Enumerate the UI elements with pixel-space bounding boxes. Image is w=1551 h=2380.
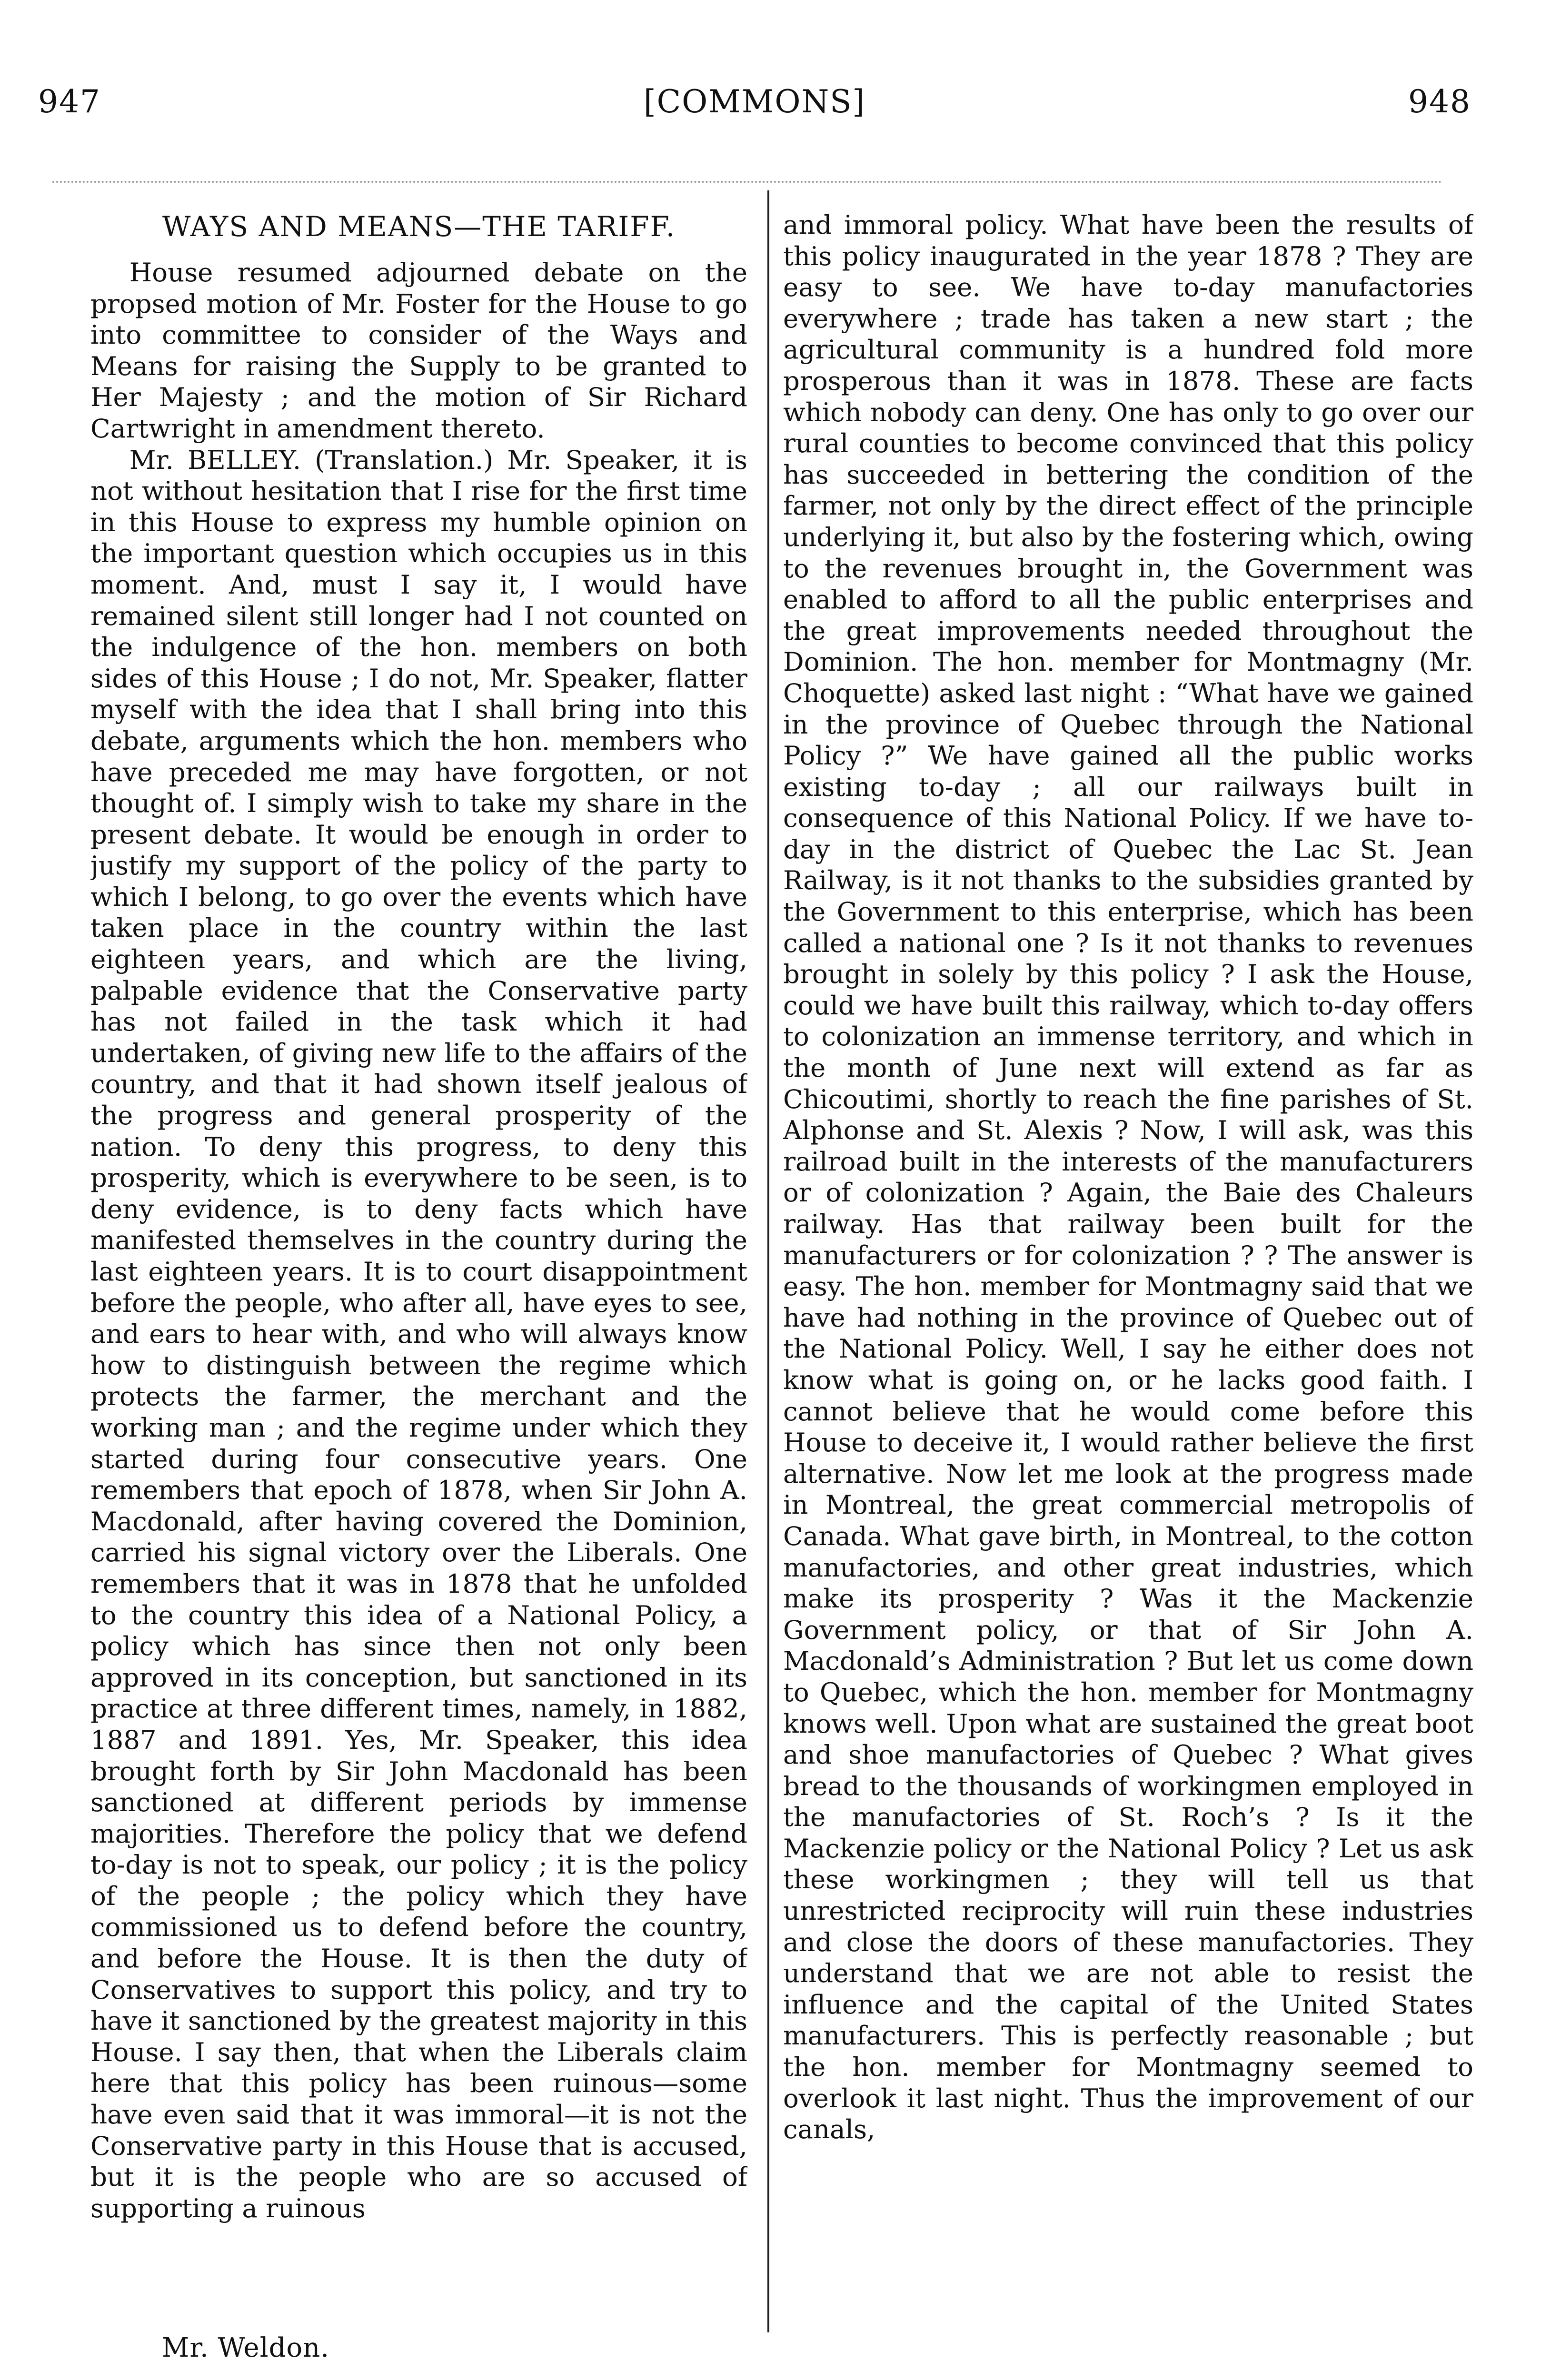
right-column — [783, 209, 1473, 2332]
section-title: WAYS AND MEANS—THE TARIFF. — [162, 210, 676, 243]
column-divider — [767, 190, 769, 2332]
footer-running-name: Mr. Weldon. — [162, 2332, 330, 2363]
paragraph-motion: House resumed adjourned debate on the propsed motion of Mr. Foster for the House to go into committee to consider of the Ways and Means for raising the Supply to be granted to Her Majesty ; and the motion of Sir Richard Cartwright in amendment thereto. — [90, 257, 747, 444]
page-header — [38, 83, 1471, 140]
page-title: [COMMONS] — [643, 83, 866, 120]
header-rule — [52, 181, 1442, 183]
page-number-left: 947 — [38, 83, 101, 120]
paragraph-belley-speech: Mr. BELLEY. (Translation.) Mr. Speaker, it is not without hesitation that I rise for the first time in this House to express my humble opinion on the important question which occupies us in this moment. And, must I say it, I would have remained silent still longer had I not counted on the indulgence of the hon. members on both sides of this House ; I do not, Mr. Speaker, flatter myself with the idea that I shall bring into this debate, arguments which the hon. members who have preceded me may have forgotten, or not thought of. I simply wish to take my share in the present debate. It would be enough in order to justify my support of the policy of the party to which I belong, to go over the events which have taken place in the country within the last eighteen years, and which are the living, palpable evidence that the Conservative party has not failed in the task which it had undertaken, of giving new life to the affairs of the country, and that it had shown itself jealous of the progress and general prosperity of the nation. To deny this progress, to deny this prosperity, which is everywhere to be seen, is to deny evidence, is to deny facts which have manifested themselves in the country during the last eighteen years. It is to court disappointment before the people, who after all, have eyes to see, and ears to hear with, and who will always know how to distinguish between the regime which protects the farmer, the merchant and the working man ; and the regime under which they started during four consecutive years. One remembers that epoch of 1878, when Sir John A. Macdonald, after having covered the Dominion, carried his signal victory over the Liberals. One remembers that it was in 1878 that he unfolded to the country this idea of a National Policy, a policy which has since then not only been approved in its conception, but sanctioned in its practice at three different times, namely, in 1882, 1887 and 1891. Yes, Mr. Speaker, this idea brought forth by Sir John Macdonald has been sanctioned at different periods by immense majorities. Therefore the policy that we defend to-day is not to speak, our policy ; it is the policy of the people ; the policy which they have commissioned us to defend before the country, and before the House. It is then the duty of Conservatives to support this policy, and try to have it sanctioned by the greatest majority in this House. I say then, that when the Liberals claim here that this policy has been ruinous—some have even said that it was immoral—it is not the Conservative party in this House that is accused, but it is the people who are so accused of supporting a ruinous — [90, 444, 747, 2223]
paragraph-continuation: and immoral policy. What have been the results of this policy inaugurated in the year 1878 ? They are easy to see. We have to-day manufactories everywhere ; trade has taken a new start ; the agricultural community is a hundred fold more prosperous than it was in 1878. These are facts which nobody can deny. One has only to go over our rural counties to become convinced that this policy has succeeded in bettering the condition of the farmer, not only by the direct effect of the principle underlying it, but also by the fostering which, owing to the revenues brought in, the Government was enabled to afford to all the public enterprises and the great improvements needed throughout the Dominion. The hon. member for Montmagny (Mr. Choquette) asked last night : “What have we gained in the province of Quebec through the National Policy ?” We have gained all the public works existing to-day ; all our railways built in consequence of this National Policy. If we have to-day in the district of Quebec the Lac St. Jean Railway, is it not thanks to the subsidies granted by the Government to this enterprise, which has been called a national one ? Is it not thanks to revenues brought in solely by this policy ? I ask the House, could we have built this railway, which to-day offers to colonization an immense territory, and which in the month of June next will extend as far as Chicoutimi, shortly to reach the fine parishes of St. Alphonse and St. Alexis ? Now, I will ask, was this railroad built in the interests of the manufacturers or of colonization ? Again, the Baie des Chaleurs railway. Has that railway been built for the manufacturers or for colonization ? ? The answer is easy. The hon. member for Montmagny said that we have had nothing in the province of Quebec out of the National Policy. Well, I say he either does not know what is going on, or he lacks good faith. I cannot believe that he would come before this House to deceive it, I would rather believe the first alternative. Now let me look at the progress made in Montreal, the great commercial metropolis of Canada. What gave birth, in Montreal, to the cotton manufactories, and other great industries, which make its prosperity ? Was it the Mackenzie Government policy, or that of Sir John A. Macdonald’s Administration ? But let us come down to Quebec, which the hon. member for Montmagny knows well. Upon what are sustained the great boot and shoe manufactories of Quebec ? What gives bread to the thousands of workingmen employed in the manufactories of St. Roch’s ? Is it the Mackenzie policy or the National Policy ? Let us ask these workingmen ; they will tell us that unrestricted reciprocity will ruin these industries and close the doors of these manufactories. They understand that we are not able to resist the influence and the capital of the United States manufacturers. This is perfectly reasonable ; but the hon. member for Montmagny seemed to overlook it last night. Thus the improvement of our canals, — [783, 209, 1473, 2145]
page-number-right: 948 — [1408, 83, 1471, 120]
left-column — [90, 209, 747, 2332]
